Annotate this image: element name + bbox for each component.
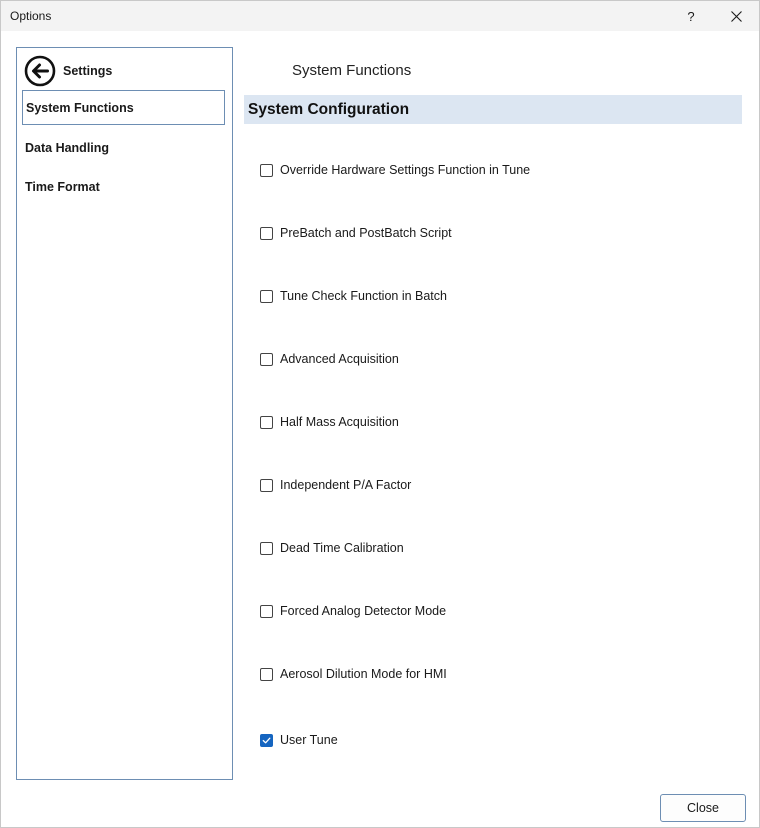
- option-label: Aerosol Dilution Mode for HMI: [280, 667, 447, 681]
- checkbox[interactable]: [260, 479, 273, 492]
- title-bar: [1, 1, 759, 31]
- option-user-tune[interactable]: [260, 731, 338, 749]
- option-prebatch-postbatch-script[interactable]: [260, 224, 452, 242]
- dialog-body: [1, 31, 759, 827]
- option-label: Tune Check Function in Batch: [280, 289, 447, 303]
- checkbox[interactable]: [260, 353, 273, 366]
- window-close-button[interactable]: [713, 1, 759, 31]
- checkbox-checked[interactable]: [260, 734, 273, 747]
- back-arrow-icon[interactable]: [24, 55, 56, 87]
- nav-item-label: System Functions: [26, 100, 134, 115]
- checkbox[interactable]: [260, 164, 273, 177]
- page-title: System Functions: [292, 62, 412, 79]
- option-label: Dead Time Calibration: [280, 541, 404, 555]
- option-override-hardware-settings[interactable]: [260, 161, 530, 179]
- window-title: Options: [10, 9, 52, 23]
- option-label: Override Hardware Settings Function in Tune: [280, 163, 531, 177]
- option-label: User Tune: [280, 733, 338, 747]
- option-label: Independent P/A Factor: [280, 478, 412, 492]
- option-label: Forced Analog Detector Mode: [280, 604, 447, 618]
- nav-item-label: Data Handling: [25, 140, 110, 155]
- checkbox[interactable]: [260, 542, 273, 555]
- nav-header-label: Settings: [63, 64, 113, 78]
- checkbox[interactable]: [260, 227, 273, 240]
- help-button[interactable]: [668, 1, 714, 31]
- nav-item-time-format[interactable]: [22, 169, 225, 204]
- option-advanced-acquisition[interactable]: [260, 350, 399, 368]
- section-title: System Configuration: [248, 100, 410, 118]
- checkbox[interactable]: [260, 416, 273, 429]
- section-header: [244, 95, 742, 124]
- checkbox[interactable]: [260, 290, 273, 303]
- close-button[interactable]: [660, 794, 746, 822]
- close-icon: [731, 11, 742, 22]
- checkbox[interactable]: [260, 668, 273, 681]
- option-independent-pa-factor[interactable]: [260, 476, 411, 494]
- option-label: Advanced Acquisition: [280, 352, 399, 366]
- option-forced-analog-detector-mode[interactable]: [260, 602, 446, 620]
- option-half-mass-acquisition[interactable]: [260, 413, 399, 431]
- checkbox[interactable]: [260, 605, 273, 618]
- nav-item-label: Time Format: [25, 179, 100, 194]
- help-icon: ?: [687, 8, 695, 24]
- nav-item-data-handling[interactable]: [22, 130, 225, 165]
- option-label: PreBatch and PostBatch Script: [280, 226, 452, 240]
- nav-item-system-functions[interactable]: [22, 90, 225, 125]
- option-aerosol-dilution-mode[interactable]: [260, 665, 447, 683]
- option-dead-time-calibration[interactable]: [260, 539, 404, 557]
- option-label: Half Mass Acquisition: [280, 415, 399, 429]
- settings-nav-panel: [16, 47, 233, 780]
- nav-header: [24, 55, 224, 87]
- close-button-label: Close: [687, 801, 719, 815]
- checkmark-icon: [262, 736, 271, 745]
- option-tune-check-function[interactable]: [260, 287, 447, 305]
